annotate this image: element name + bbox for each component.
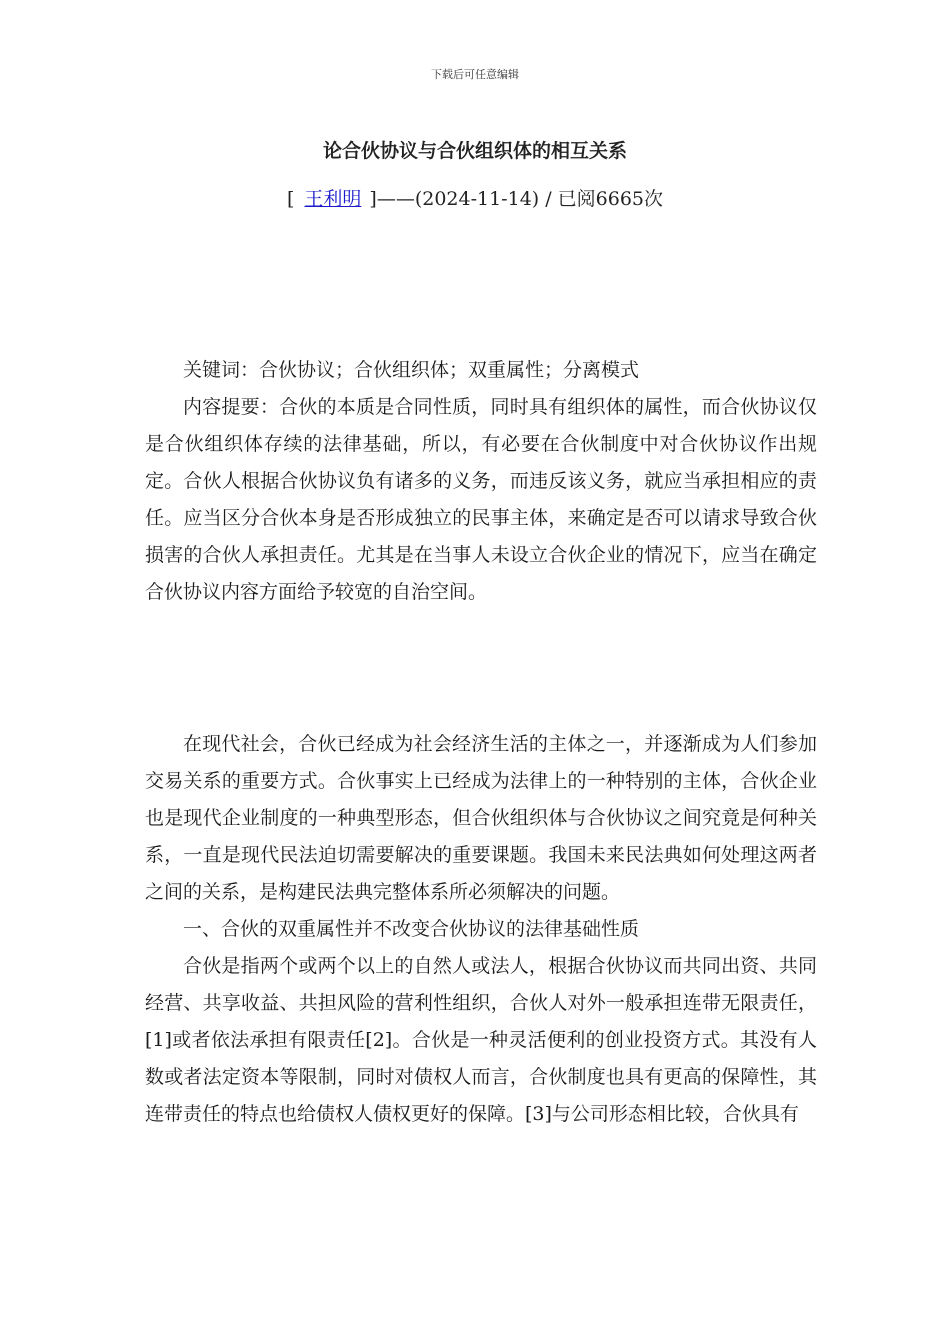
keywords-paragraph: 关键词：合伙协议；合伙组织体；双重属性；分离模式 <box>183 359 640 381</box>
section-heading: 一、合伙的双重属性并不改变合伙协议的法律基础性质 <box>183 918 640 940</box>
page-title: 论合伙协议与合伙组织体的相互关系 <box>322 140 627 162</box>
abstract-section <box>145 352 817 611</box>
byline <box>0 184 950 211</box>
article-body <box>145 726 817 1133</box>
byline-open-bracket: [ <box>286 188 295 210</box>
header-note: 下载后可任意编辑 <box>431 68 519 81</box>
author-link[interactable]: 王利明 <box>304 188 362 210</box>
body-paragraph: 在现代社会，合伙已经成为社会经济生活的主体之一，并逐渐成为人们参加交易关系的重要方式。合伙事实上已经成为法律上的一种特别的主体，合伙企业也是现代企业制度的一种典型形态，但合伙组织体与合伙协议之间究竟是何种关系，一直是现代民法迫切需要解决的重要课题。我国未来民法典如何处理这两者之间的关系，是构建民法典完整体系所必须解决的问题。 <box>145 733 817 903</box>
abstract-paragraph: 内容提要：合伙的本质是合同性质，同时具有组织体的属性，而合伙协议仅是合伙组织体存续的法律基础，所以，有必要在合伙制度中对合伙协议作出规定。合伙人根据合伙协议负有诸多的义务，而违反该义务，就应当承担相应的责任。应当区分合伙本身是否形成独立的民事主体，来确定是否可以请求导致合伙损害的合伙人承担责任。尤其是在当事人未设立合伙企业的情况下，应当在确定合伙协议内容方面给予较宽的自治空间。 <box>145 396 817 603</box>
body-paragraph: 合伙是指两个或两个以上的自然人或法人，根据合伙协议而共同出资、共同经营、共享收益、共担风险的营利性组织，合伙人对外一般承担连带无限责任，[1]或者依法承担有限责任[2]。合伙是一种灵活便利的创业投资方式。其没有人数或者法定资本等限制，同时对债权人而言，合伙制度也具有更高的保障性，其连带责任的特点也给债权人债权更好的保障。[3]与公司形态相比较，合伙具有 <box>145 955 817 1125</box>
byline-date-views: ]——(2024-11-14) / 已阅6665次 <box>369 188 664 210</box>
